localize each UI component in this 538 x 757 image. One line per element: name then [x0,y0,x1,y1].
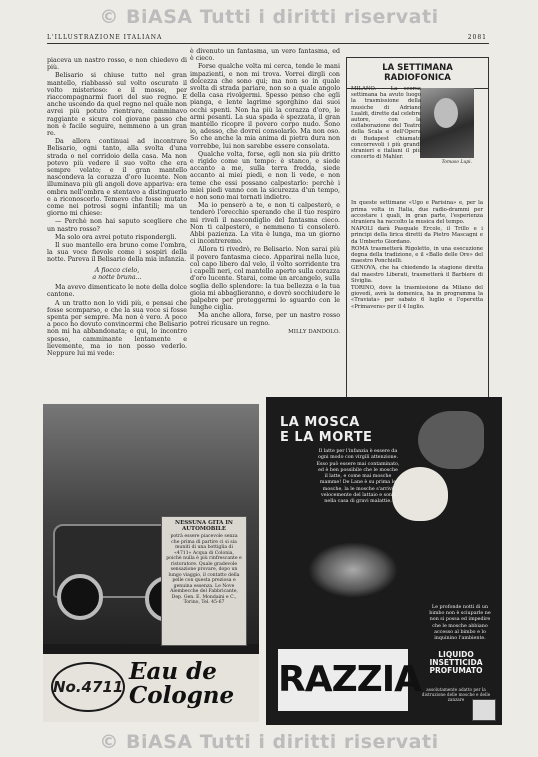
car-wheel-front [57,574,103,620]
brand-text [129,660,234,708]
ad-side-text: Le profonde notti di un bimbo non è sciuparle ne non si possa ed impedire che le mosche abbiano accesso al bimbo e lo inquinino l'ambiente. [429,605,491,642]
headline-line: E LA MORTE [280,430,373,445]
header-rule [47,43,489,44]
product-line: INSETTICIDA [429,658,483,668]
ad-headline [280,415,372,445]
story-paragraph: Ma anche allora, forse, per un nastro rosso potrei ricusare un regno. [190,312,340,327]
photo-caption: Tomaso Lupi. [441,160,472,165]
radio-paragraph: MILANO. - La scorsa settimana ha avuto luogo la trasmissione della musiche di Adriano Lualdi, dirette dal celebre autore, con la collaborazione del Teatro della Scala e dell'Opera di Budapest chiamato concorrevoli i più grandi stranieri e italiani il più concerto di Mahler. [351,86,421,161]
verse-line: a notte bruna... [92,273,142,281]
story-paragraph: Belisario si chiuse tutto nel gran mantello, riabbassò sul volto oscurato il volto misterioso: e il mosse, per riaccompagnarmi fuori del suo regno. E anche uscendo da quel regno nel quale non avrei più potuto rientrare, camminavo raggiante e sicura col giovane passo che non è facile seguire, nemmeno a un gran re. [47,72,187,138]
notice-text: potrà essere piacevole senza che prima di partire ci si sia muniti di una bottiglia di «4711» Acqua di Colonia, poichè nulla è più rinfrescante e ristoratore. Quale gradevole sensazione provare, dopo un lungo viaggio, il contatto della pelle con questa preziosa e genuina essenza. Le Nove Alembecche del Fabbricante, Dep. Gen. E. Mondaini e C., Torino, Tel. 45-67 [166,534,242,605]
skeleton-hand-illustration [418,411,484,469]
headline-line: LA MOSCA [280,415,360,430]
ad-razzia [266,397,502,725]
radio-paragraph: ROMA trasmetterà Rigoletto, in una esecuzione degna della tradizione, e il «Ballo delle Ore» del maestro Ponchielli. [351,245,483,265]
story-paragraph: Forse qualche volta mi cerca, tende le mani impazienti, e non mi trova. Vorrei dirgli con dolcezza che sono qui; ma non so in quale svolta di strada pariare, non so a quale angolo della casa rivolgermi. Spesso penso che egli pianga, e lente lagrime sgorghino dai suoi occhi spenti. Non ha più la corazza d'oro, le armi pesanti. La sua spada è spezzata, il gran mantello ricopre il povero corpo nudo. Sono io, adesso, che dovrei consolarlo. Ma non oso. So che anche la mia anima di pietra dura non vorrebbe, lui non sarebbe essere consolata. [190,63,340,150]
verse-line: A fiocco cielo, [94,266,140,274]
razzia-logo: RAZZIA [278,649,408,711]
watermark-top: © BiASA Tutti i diritti riservati [99,6,439,28]
radio-title: LA SETTIMANA RADIOFONICA [347,58,488,89]
story-paragraph: Il suo mantello era bruno come l'ombra, la sua voce fievole come i sospiri della notte. Pareva il Belisario della mia infanzia. [47,242,187,264]
story-paragraph: è divenuto un fantasma, un vero fantasma, ed è cieco. [190,48,340,63]
page-header [47,34,487,41]
story-paragraph: Ma solo ora avrei potuto rispondergli. [55,233,177,241]
header-title: L'ILLUSTRAZIONE ITALIANA [47,34,163,41]
product-line: PROFUMATO [429,666,483,676]
product-line: LIQUIDO [438,650,474,659]
product-subtext: assolutamente adatto per la distruzione delle mosche e delle zanzare [421,687,491,702]
story-paragraph: A un tratto non lo vidi più, e pensai che fosse scomparso, e che la sua voce si fosse spenta per sempre. Ma non è vero. A poco a poco ho dovuto convincermi che Belisario non mi ha abbandonata; e qui, lo incontro spesso, camminante lentamente e lievemente, ma io non posso vederlo. Neppure lui mi vede: [47,299,187,357]
ad-notice [161,516,247,646]
story-paragraph: piaceva un nastro rosso, e non chiedevo di più. [47,57,187,72]
fly-illustration [308,542,398,598]
story-paragraph: — Perchè non hai saputo scegliere che un nastro rosso? [47,218,187,233]
child-illustration [392,467,448,521]
radio-paragraph: In queste settimane «Ugo e Parisina» e, per la prima volta in Italia, due radio-drammi per accostare i quali, in gran parte, l'esperienza straniera ha raccolto la musica del tempo. [351,200,483,226]
4711-logo: No.4711 [51,662,125,712]
story-paragraph: Da allora continuai ad incontrare Belisario, ogni tanto, alla svolta d'una strada o nel corridoio della casa. Ma non potevo più vedere il suo volto che era sempre velato; e il gran mantello nascondeva la corazza d'oro lucente. Non illuminava più gli angoli dove appariva: era ombra nell'ombra e stentavo a distinguerlo e a riconoscerlo. Temevo che fosse mutato come nei potrosi sogni infantili; ma un giorno mi chiese: [47,138,187,218]
watermark-bottom: © BiASA Tutti i diritti riservati [99,731,439,753]
brand-line: Eau de [129,658,217,685]
notice-title: NESSUNA GITA IN AUTOMOBILE [175,520,233,532]
product-description [416,651,496,676]
page-number: 2081 [467,34,487,41]
product-can-icon [472,699,496,721]
brand-line: Cologne [129,682,235,709]
radio-paragraph: TORINO, dove la trasmissione da Milano del giovedì, avrà la domenica, ha in programma la «Traviata» per sabato 6 luglio e l'operetta «Primavera» per il 4 luglio. [351,285,483,310]
radio-week-box [346,57,489,399]
author-signature: MILLY DANDOLO. [288,328,340,335]
story-paragraph: Ma avevo dimenticato le note della dolce cantone. [47,284,187,299]
radio-paragraph: GENOVA, che ha chiedendo la stagione diretta dal maestro Liberati, trasmetterà il Barbiere di Siviglia. [351,265,483,284]
story-column-1 [47,57,187,358]
ad-body-text: Il latte per l'infanzia è essere da ogni modo con virgili attenzione. Esso può essere mai contaminato, ed è ben possibile che le mosche il latte, e come mai mosche mamme! De Lane è su prima le mosche, la le mosche s'arrivi velocemente del lattaio e sono nella casa di gravi malattie. [316,449,400,505]
eau-de-cologne-banner [43,654,259,722]
radio-paragraph: NAPOLI darà Pasquale Ercole, il Trillo e i principi della lirica diretti da Pietro Mascagni e da Umberto Giordano. [351,226,483,245]
verse [47,267,187,281]
ad-4711 [43,404,259,722]
radio-text [351,86,483,311]
story-paragraph: Ma io penserò a te, e non ti calpesterò, e tenderò l'orecchio sperando che il tuo respiro mi riveli il nascondiglio del fantasma cieco. Non ti calpesterò, e nemmeno ti consolerò. Abbi pazienza. La vita è lunga, ma un giorno ci incontreremo. [190,202,340,246]
story-column-2 [190,48,340,336]
story-paragraph: Qualche volta, forse, egli non sia più dritto e rigido come un tempo: è stanco, e siede accanto a me, sulla terra fredda, siede accanto ai miei piedi, e non li vede, e non teme che essi possano calpestarlo: perchè i miei piedi vanno con la sicurezza d'un tempo, e non sono mai tornati indietro. [190,150,340,202]
story-paragraph: Allora ti rivedrò, re Belisario. Non sarai più il povero fantasma cieco. Apparirai nella luce, col capo libero dal velo, il volto sorridente tra i capelli neri, col mantello aperto sulla corazza d'oro lucente. Starai, come un arcangelo, sulla soglia dello splendore: la tua bellezza e la tua gioia mi abbaglieranno, e dovrò socchiudere le palpebre per proteggermi lo sguardo con le lunghe ciglia. [190,246,340,312]
